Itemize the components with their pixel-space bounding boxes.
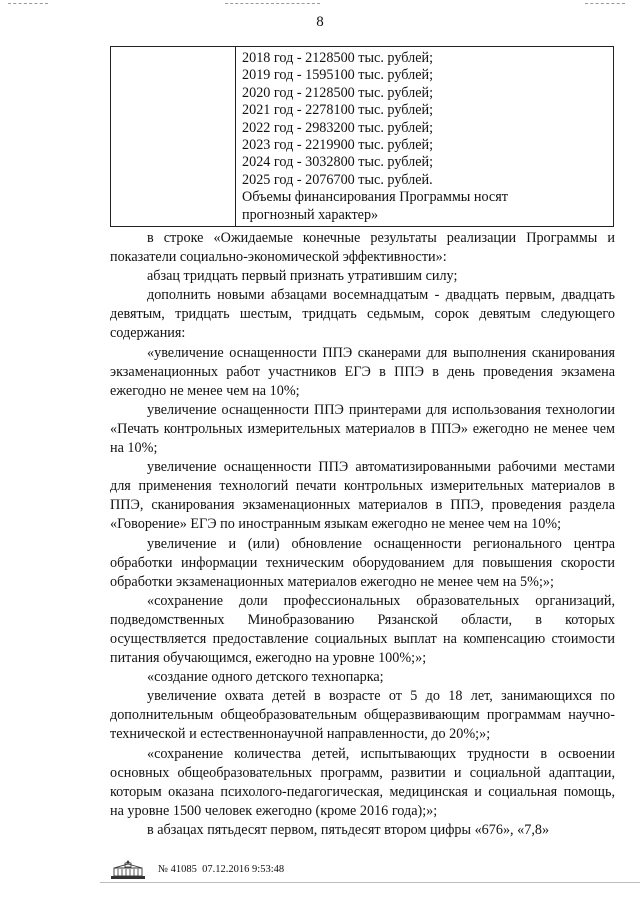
finance-table-label-cell: [111, 47, 236, 227]
footer-timestamp: 07.12.2016 9:53:48: [202, 864, 285, 875]
footer-doc-info: [158, 864, 284, 875]
finance-line: 2023 год - 2219900 тыс. рублей;: [242, 137, 434, 154]
finance-line: 2022 год - 2983200 тыс. рублей;: [242, 119, 434, 136]
paragraph: в абзацах пятьдесят первом, пятьдесят втором цифры «676», «7,8»: [147, 821, 550, 838]
finance-line: 2018 год - 2128500 тыс. рублей;: [242, 50, 434, 66]
paragraph: увеличение оснащенности ППЭ принтерами для использования технологии «Печать контрольных измерительных материалов в ППЭ» ежегодно не менее чем на 10%;: [110, 401, 615, 457]
document-body: [110, 229, 615, 840]
paragraph: увеличение охвата детей в возрасте от 5 до 18 лет, занимающихся по дополнительным общеобразовательным общеразвивающим программам научно-технической и естественнонаучной направленности, до 20%;»;: [110, 688, 615, 743]
top-edge-mark-center: [225, 3, 320, 5]
paragraph: «увеличение оснащенности ППЭ сканерами для выполнения сканирования экзаменационных работ участников ЕГЭ в ППЭ в день проведения экзамена ежегодно не менее чем на 10%;: [110, 344, 615, 399]
paragraph: увеличение оснащенности ППЭ автоматизированными рабочими местами для применения технологий печати контрольных измерительных материалов в ППЭ, сканирования экзаменационных материалов в ППЭ, проведения раздела «Говорение» ЕГЭ по иностранным языкам ежегодно не менее чем на 10%;: [110, 459, 615, 533]
top-edge-mark-left: [8, 3, 48, 5]
finance-line: 2019 год - 1595100 тыс. рублей;: [242, 67, 434, 84]
paragraph: абзац тридцать первый признать утратившим силу;: [147, 268, 458, 285]
paragraph: в строке «Ожидаемые конечные результаты реализации Программы и показатели социально-экономической эффективности»:: [110, 230, 615, 266]
finance-line: 2020 год - 2128500 тыс. рублей;: [242, 84, 434, 101]
paragraph: «сохранение количества детей, испытывающих трудности в освоении основных общеобразовательных программ, развитии и социальной адаптации, которым оказана психолого-педагогическая, медицинская и социальная помощь, на уровне 1500 человек ежегодно (кроме 2016 года);»;: [110, 745, 615, 819]
paragraph: дополнить новыми абзацами восемнадцатым - двадцать первым, двадцать девятым, тридцать шестым, тридцать седьмым, сорок девятым следующего содержания:: [110, 287, 615, 342]
finance-table: [110, 46, 614, 227]
paragraph: «сохранение доли профессиональных образовательных организаций, подведомственных Минобразованию Рязанской области, в которых осуществляется предоставление социальных выплат на компенсацию стоимости питания обучающимся, ежегодно на уровне 100%;»;: [110, 592, 615, 667]
paragraph: «создание одного детского технопарка;: [147, 669, 384, 686]
page-number: 8: [316, 14, 324, 30]
finance-line: 2025 год - 2076700 тыс. рублей.: [242, 171, 433, 188]
finance-line: 2024 год - 3032800 тыс. рублей;: [242, 154, 434, 171]
paragraph: увеличение и (или) обновление оснащенности регионального центра обработки информации техническим оборудованием для повышения скорости обработки экзаменационных материалов ежегодно не менее чем на 5%;»;: [110, 535, 615, 590]
footer-doc-number: № 41085: [158, 864, 197, 875]
top-edge-mark-right: [585, 3, 625, 5]
finance-note: Объемы финансирования Программы носят: [242, 189, 508, 206]
finance-table-value-cell: [236, 47, 614, 227]
finance-note: прогнозный характер»: [242, 206, 379, 223]
building-emblem-icon: [108, 858, 148, 880]
footer-rule: [100, 882, 640, 883]
finance-line: 2021 год - 2278100 тыс. рублей;: [242, 102, 434, 119]
